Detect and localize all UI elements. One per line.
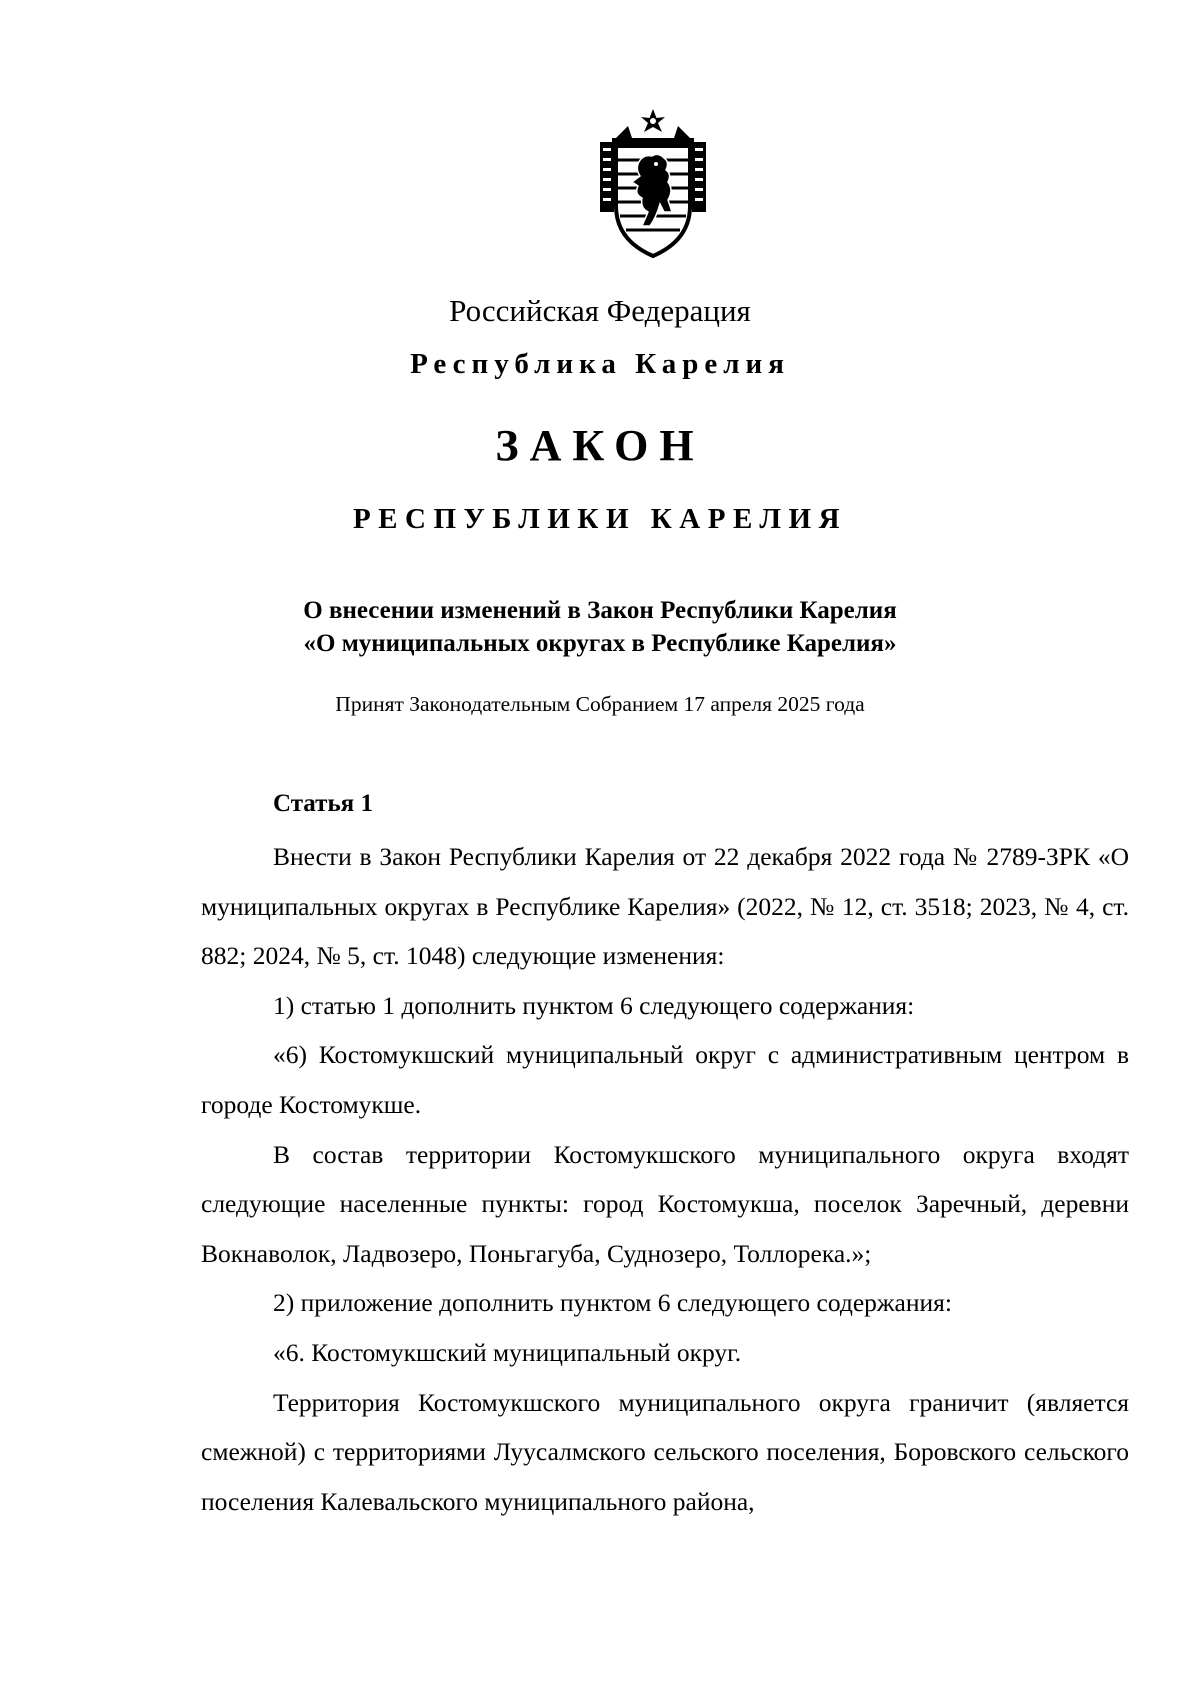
article-paragraph: «6) Костомукшский муниципальный округ с административным центром в городе Костомукше. xyxy=(201,1040,1129,1119)
article-paragraph: 1) статью 1 дополнить пунктом 6 следующего содержания: xyxy=(273,990,915,1020)
country-name: Российская Федерация xyxy=(449,293,751,328)
document-type: ЗАКОН xyxy=(495,421,705,470)
document-title-line-1: О внесении изменений в Закон Республики Карелия xyxy=(303,597,897,624)
document-title-line-2: «О муниципальных округах в Республике Карелия» xyxy=(303,630,897,657)
article-body xyxy=(201,832,1129,1526)
adoption-note: Принят Законодательным Собранием 17 апреля 2025 года xyxy=(335,692,865,716)
article-paragraph: 2) приложение дополнить пунктом 6 следующего содержания: xyxy=(273,1288,952,1318)
article-paragraph: В состав территории Костомукшского муниципального округа входят следующие населенные пункты: город Костомукша, поселок Заречный, деревни Вокнаволок, Ладвозеро, Поньгагуба, Суднозеро, Толлорека.»; xyxy=(201,1139,1129,1268)
region-name: Республика Карелия xyxy=(410,348,790,380)
article-heading: Статья 1 xyxy=(273,790,373,817)
document-issuer: РЕСПУБЛИКИ КАРЕЛИЯ xyxy=(352,503,848,535)
article-paragraph: Внести в Закон Республики Карелия от 22 декабря 2022 года № 2789-ЗРК «О муниципальных округах в Республике Карелия» (2022, № 12, ст. 3518; 2023, № 4, ст. 882; 2024, № 5, ст. 1048) следующие изменения: xyxy=(201,842,1129,971)
article-paragraph: Территория Костомукшского муниципального округа граничит (является смежной) с территориями Луусалмского сельского поселения, Боровского сельского поселения Калевальского муниципального района, xyxy=(201,1387,1129,1516)
karelia-coat-of-arms-icon xyxy=(598,108,708,260)
article-paragraph: «6. Костомукшский муниципальный округ. xyxy=(273,1337,742,1367)
